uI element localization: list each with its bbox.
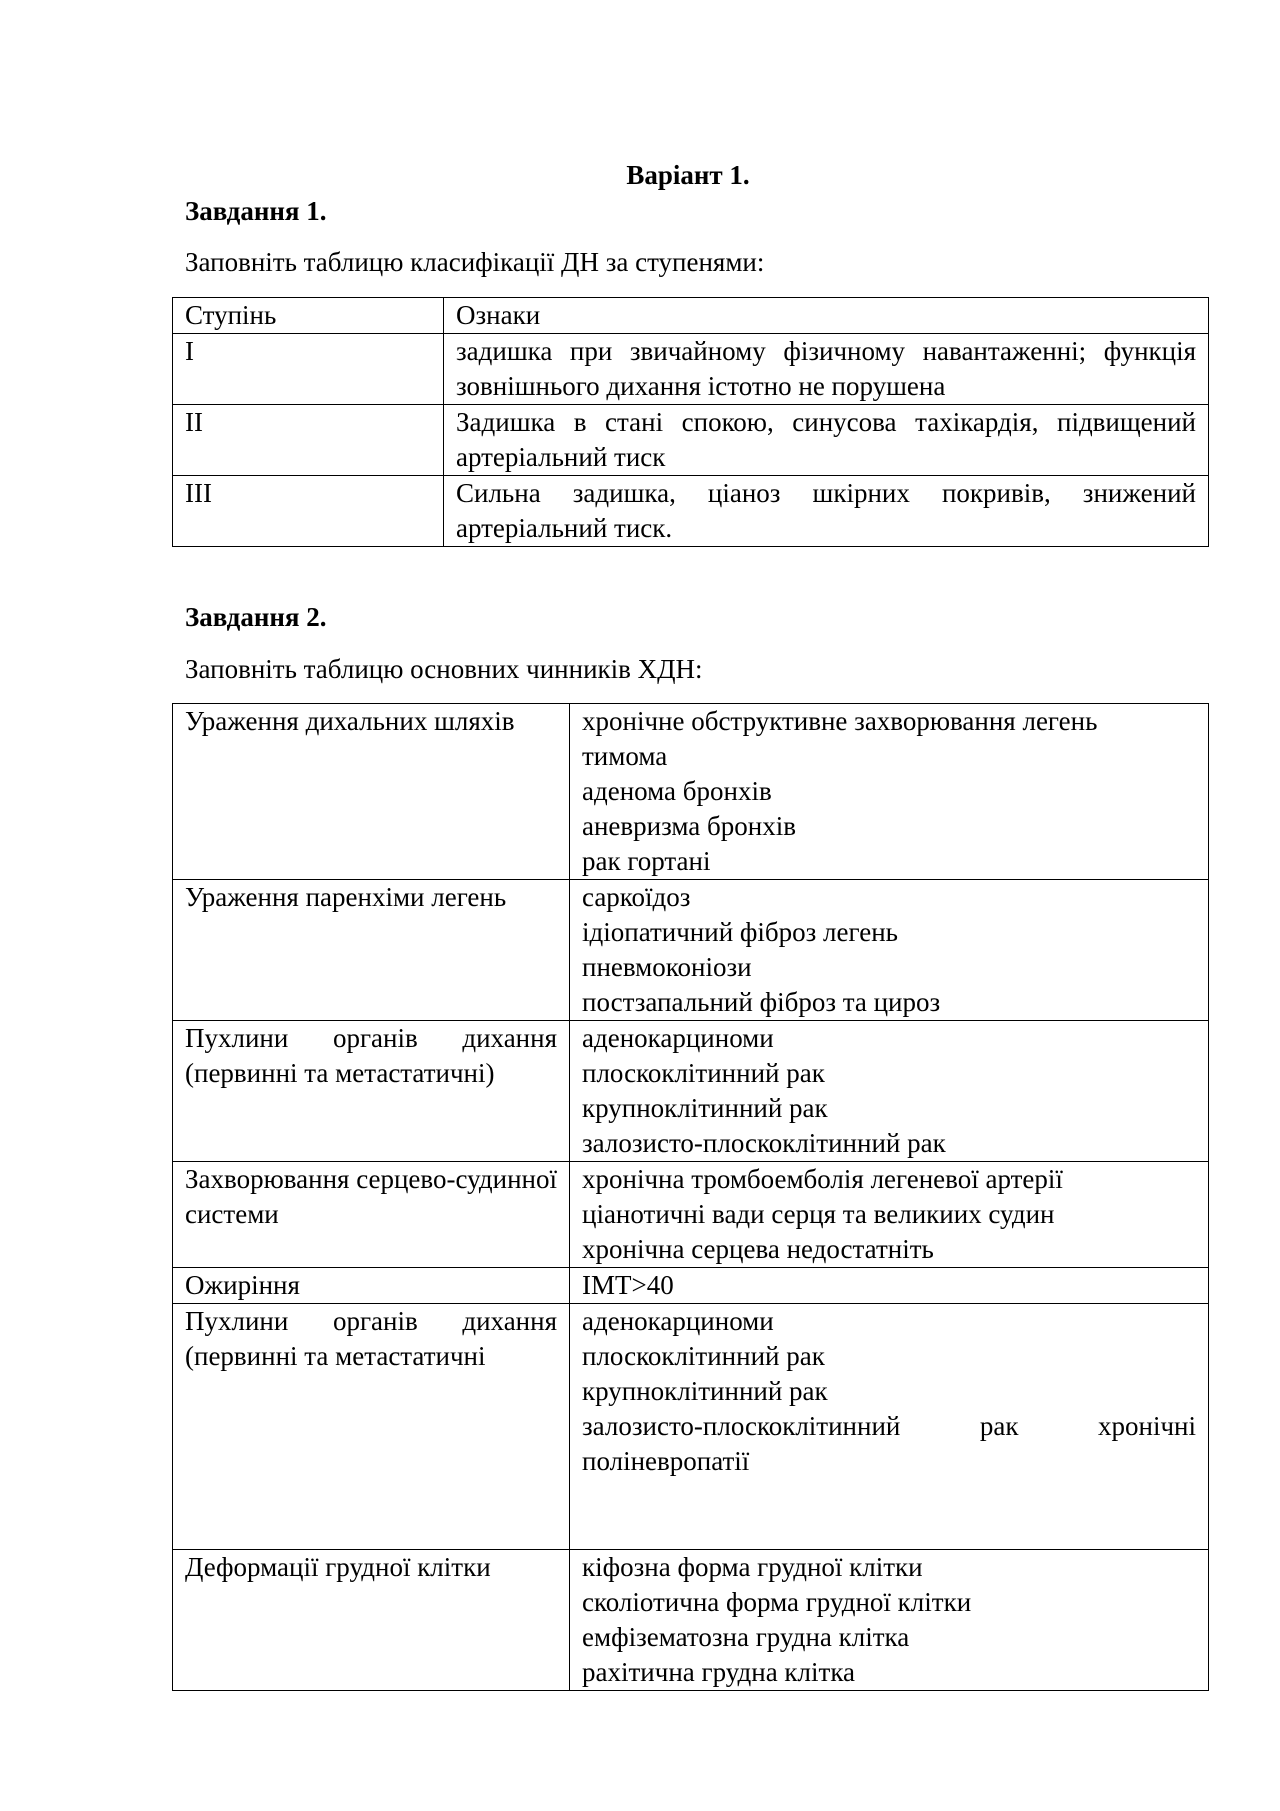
table-row bbox=[173, 1268, 1209, 1304]
list-item: ідіопатичний фіброз легень bbox=[582, 917, 898, 947]
list-item: аденома бронхів bbox=[582, 776, 772, 806]
degree-classification-table bbox=[172, 297, 1209, 547]
factor-cell: Ураження паренхіми легень bbox=[173, 880, 570, 1021]
factor-cell: Пухлини органів дихання (первинні та метастатичні bbox=[173, 1304, 570, 1550]
degree-cell: II bbox=[173, 405, 444, 476]
factor-cell: Деформації грудної клітки bbox=[173, 1550, 570, 1691]
items-cell bbox=[570, 704, 1209, 880]
list-item: хронічне обструктивне захворювання легень bbox=[582, 706, 1098, 736]
table-row bbox=[173, 1550, 1209, 1691]
list-item: крупноклітинний рак bbox=[582, 1376, 828, 1406]
list-item: тимома bbox=[582, 741, 668, 771]
table-header-row bbox=[173, 298, 1209, 334]
signs-cell: Задишка в стані спокою, синусова тахікардія, підвищений артеріальний тиск bbox=[444, 405, 1209, 476]
items-cell bbox=[570, 880, 1209, 1021]
items-cell bbox=[570, 1162, 1209, 1268]
task1-heading: Завдання 1. bbox=[185, 196, 327, 226]
degree-cell: I bbox=[173, 334, 444, 405]
factor-cell: Ожиріння bbox=[173, 1268, 570, 1304]
list-item: саркоїдоз bbox=[582, 882, 691, 912]
list-item: залозисто-плоскоклітинний рак bbox=[582, 1128, 946, 1158]
table-row bbox=[173, 1021, 1209, 1162]
list-item: кіфозна форма грудної клітки bbox=[582, 1552, 923, 1582]
signs-cell: Сильна задишка, ціаноз шкірних покривів, знижений артеріальний тиск. bbox=[444, 476, 1209, 547]
table-row bbox=[173, 476, 1209, 547]
list-item: плоскоклітинний рак bbox=[582, 1058, 825, 1088]
list-item: хронічна серцева недостатніть bbox=[582, 1234, 934, 1264]
degree-cell: III bbox=[173, 476, 444, 547]
list-item: емфізематозна грудна клітка bbox=[582, 1622, 910, 1652]
page-title: Варіант 1. bbox=[626, 160, 750, 190]
header-signs: Ознаки bbox=[444, 298, 1209, 334]
list-item: ІМТ>40 bbox=[582, 1270, 674, 1300]
task2-intro: Заповніть таблицю основних чинників ХДН: bbox=[185, 654, 703, 684]
list-item: хронічна тромбоемболія легеневої артерії bbox=[582, 1164, 1063, 1194]
factor-cell: Ураження дихальних шляхів bbox=[173, 704, 570, 880]
items-cell bbox=[570, 1550, 1209, 1691]
list-item: сколіотична форма грудної клітки bbox=[582, 1587, 972, 1617]
list-item: пневмоконіози bbox=[582, 952, 752, 982]
task2-heading: Завдання 2. bbox=[185, 602, 327, 632]
header-degree: Ступінь bbox=[173, 298, 444, 334]
list-item: залозисто-плоскоклітинний рак хронічні поліневропатії bbox=[582, 1411, 1196, 1476]
items-cell bbox=[570, 1304, 1209, 1550]
signs-cell: задишка при звичайному фізичному навантаженні; функція зовнішнього дихання істотно не порушена bbox=[444, 334, 1209, 405]
table-row bbox=[173, 405, 1209, 476]
table-row bbox=[173, 704, 1209, 880]
list-item: аневризма бронхів bbox=[582, 811, 796, 841]
table-row bbox=[173, 1162, 1209, 1268]
items-cell bbox=[570, 1021, 1209, 1162]
table-row bbox=[173, 1304, 1209, 1550]
list-item: плоскоклітинний рак bbox=[582, 1341, 825, 1371]
list-item: рак гортані bbox=[582, 846, 711, 876]
list-item: аденокарциноми bbox=[582, 1306, 774, 1336]
list-item: постзапальний фіброз та цироз bbox=[582, 987, 941, 1017]
table-row bbox=[173, 880, 1209, 1021]
list-item: аденокарциноми bbox=[582, 1023, 774, 1053]
items-cell bbox=[570, 1268, 1209, 1304]
list-item: крупноклітинний рак bbox=[582, 1093, 828, 1123]
factor-cell: Захворювання серцево-судинної системи bbox=[173, 1162, 570, 1268]
task1-intro: Заповніть таблицю класифікації ДН за ступенями: bbox=[185, 247, 765, 277]
list-item: рахітична грудна клітка bbox=[582, 1657, 856, 1687]
chronic-factors-table bbox=[172, 703, 1209, 1691]
factor-cell: Пухлини органів дихання (первинні та метастатичні) bbox=[173, 1021, 570, 1162]
list-item: ціанотичні вади серця та великиих судин bbox=[582, 1199, 1055, 1229]
table-row bbox=[173, 334, 1209, 405]
